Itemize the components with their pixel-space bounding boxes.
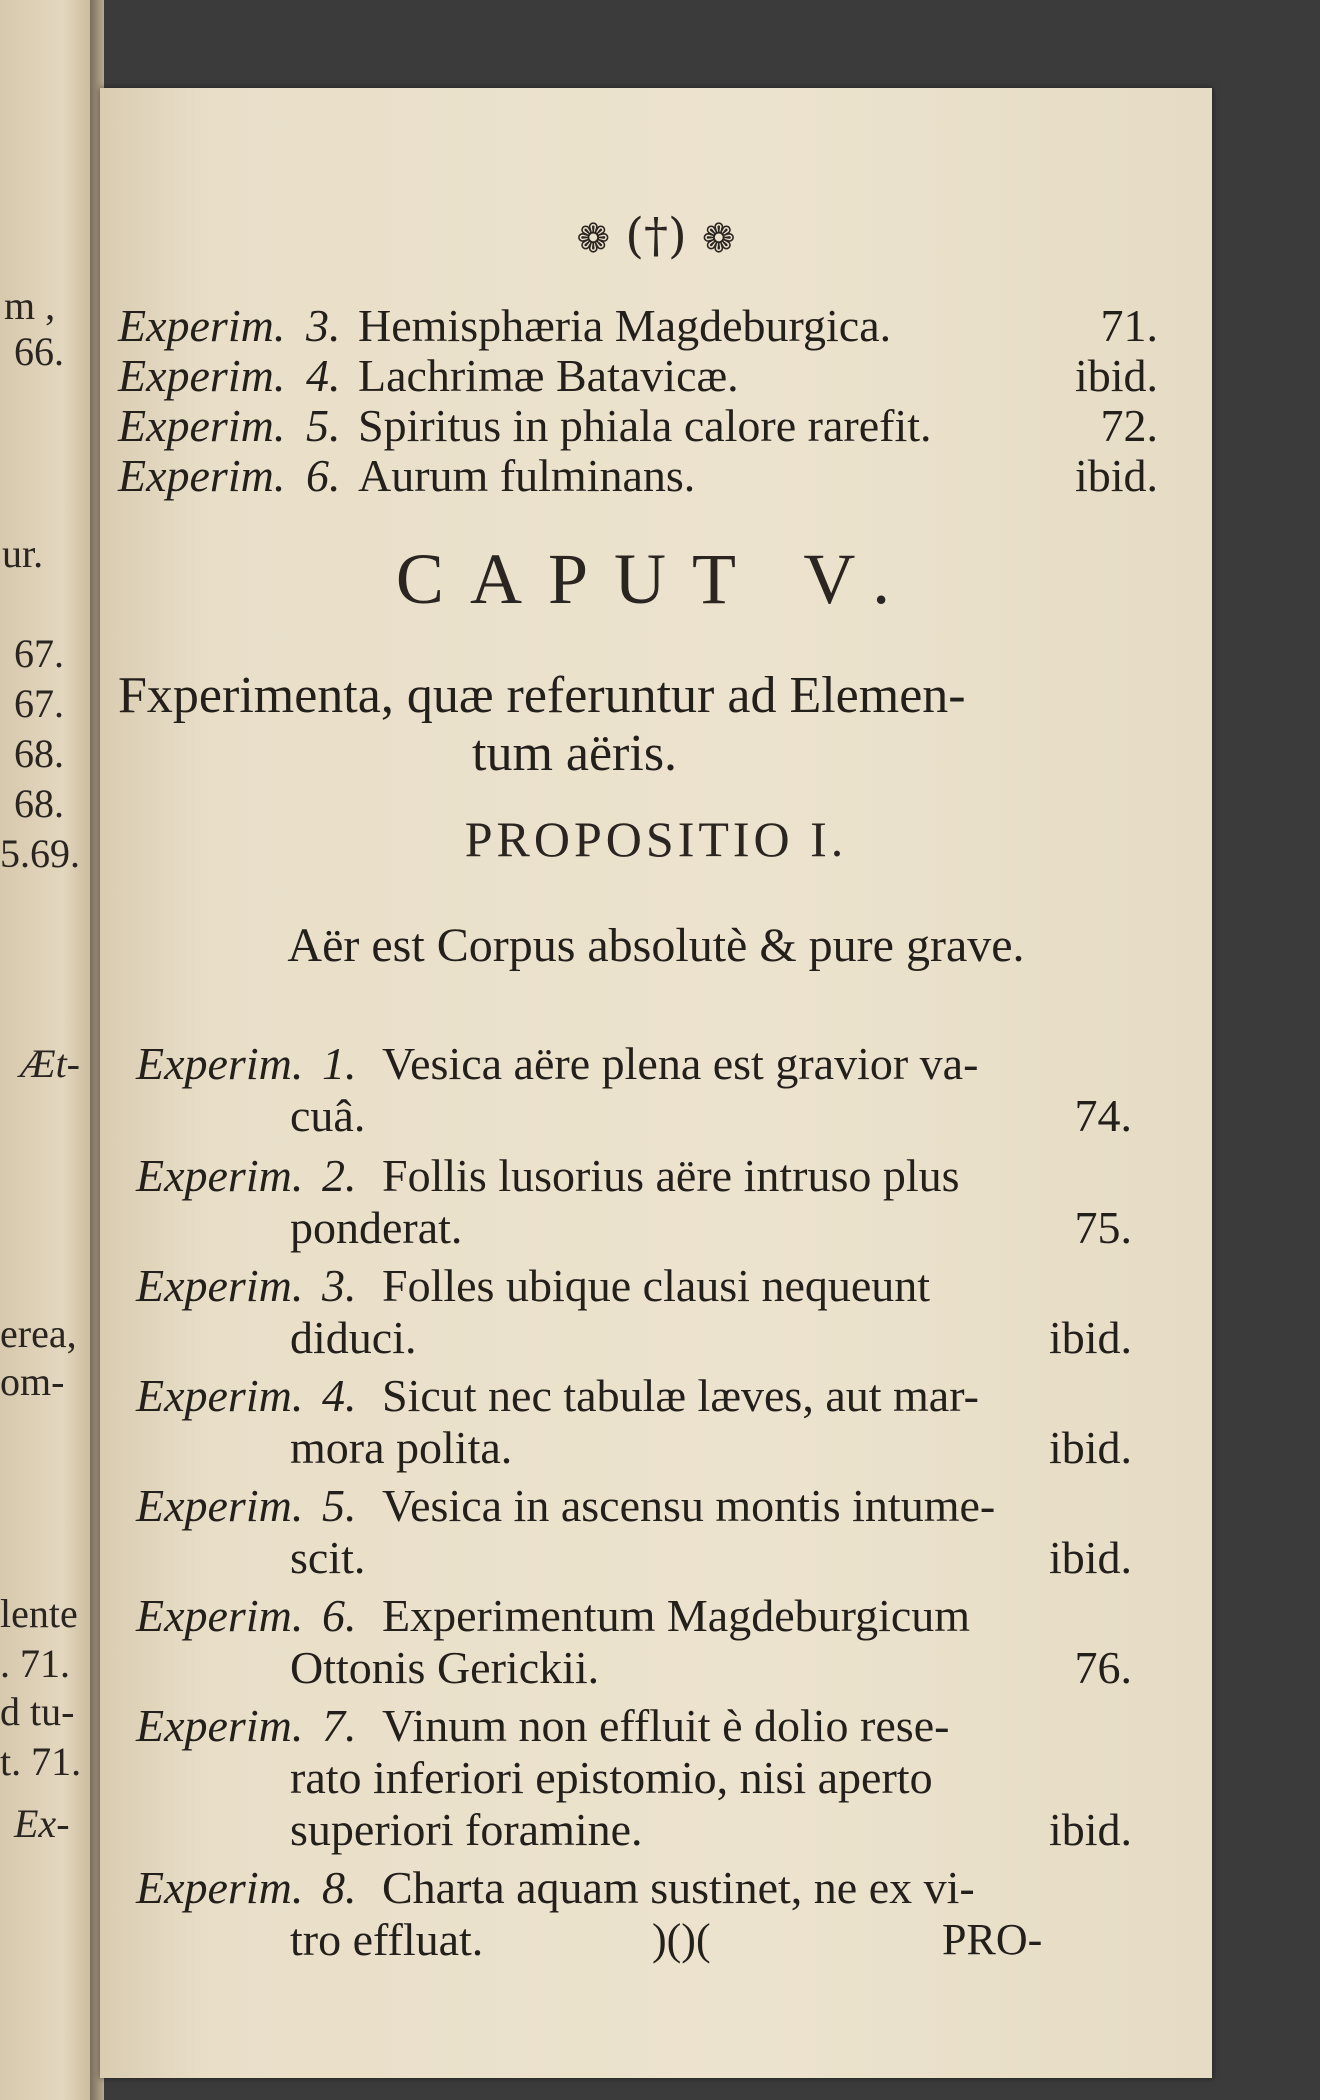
signature-mark: )()( [652,1915,711,1964]
experiment-text: Hemisphæria Magdeburgica. [358,300,892,351]
book-page [100,88,1212,2078]
experiment-label: Experim. [136,1862,304,1913]
left-fragment: 5.69. [0,831,80,876]
proposition-heading: PROPOSITIO I. [464,811,848,867]
experiment-label: Experim. [118,450,286,501]
experiment-label: Experim. [118,300,286,351]
left-fragment: 68. [14,781,64,826]
experiment-text: rato inferiori epistomio, nisi aperto [290,1752,933,1803]
experiment-label: Experim. [118,400,286,451]
experiment-number: 5. [306,400,341,451]
left-fragment: d tu- [0,1689,75,1734]
page-reference: ibid. [1048,1312,1132,1363]
previous-page-edge [0,0,90,2100]
experiment-text: Follis lusorius aëre intruso plus [382,1150,960,1201]
page-reference: 74. [1074,1090,1132,1141]
header-mark: (†) [625,208,687,264]
experiment-text: superiori foramine. [290,1804,643,1855]
left-fragment: om- [0,1359,65,1404]
page-reference: ibid. [1048,1532,1132,1583]
experiment-number: 7. [322,1700,357,1751]
experiment-text: Vesica in ascensu montis intume- [382,1480,996,1531]
experiment-text: Aurum fulminans. [358,450,696,501]
experiment-number: 3. [306,300,341,351]
experiment-label: Experim. [136,1700,304,1751]
experiment-text: scit. [290,1532,366,1583]
experiment-text: Sicut nec tabulæ læves, aut mar- [382,1370,979,1421]
experiment-label: Experim. [136,1590,304,1641]
left-fragment: 66. [14,329,64,374]
left-fragment: Ex- [14,1801,70,1846]
left-fragment: m , [4,283,56,328]
experiment-number: 2. [322,1150,357,1201]
experiment-number: 6. [306,450,341,501]
experiment-label: Experim. [136,1370,304,1421]
experiment-text: diduci. [290,1312,417,1363]
experiment-label: Experim. [136,1150,304,1201]
experiment-label: Experim. [136,1038,304,1089]
left-fragment: 67. [14,681,64,726]
page-reference: ibid. [1048,1804,1132,1855]
experiment-text: mora polita. [290,1422,513,1473]
experiment-number: 4. [306,350,341,401]
experiment-text: Experimentum Magdeburgicum [382,1590,971,1641]
page-reference: 75. [1074,1202,1132,1253]
page-reference: 72. [1100,400,1158,451]
left-fragment: lente [0,1591,78,1636]
chapter-title: CAPUT V. [395,539,917,619]
flower-ornament-icon: ❁ [576,216,610,262]
page-reference: 76. [1074,1642,1132,1693]
page-reference: ibid. [1074,350,1158,401]
experiment-label: Experim. [118,350,286,401]
experiment-number: 8. [322,1862,357,1913]
experiment-text: tro effluat. [290,1914,484,1965]
catchword: PRO- [942,1915,1043,1964]
left-fragment: 68. [14,731,64,776]
flower-ornament-icon: ❁ [701,216,736,262]
experiment-text: Ottonis Gerickii. [290,1642,600,1693]
left-fragment: t. 71. [0,1739,82,1784]
left-fragment: 67. [14,631,64,676]
experiment-text: Vesica aëre plena est gravior va- [382,1038,979,1089]
experiment-number: 3. [322,1260,357,1311]
experiment-number: 5. [322,1480,357,1531]
page-reference: ibid. [1048,1422,1132,1473]
experiment-text: Folles ubique clausi nequeunt [382,1260,931,1311]
page-reference: ibid. [1074,450,1158,501]
experiment-text: Vinum non effluit è dolio rese- [382,1700,950,1751]
experiment-number: 4. [322,1370,357,1421]
left-fragment: ur. [2,531,44,576]
experiment-text: Charta aquam sustinet, ne ex vi- [382,1862,975,1913]
left-fragment: Æt- [20,1041,80,1086]
page-header [100,208,1212,264]
experiment-text: Spiritus in phiala calore rarefit. [358,400,932,451]
chapter-subtitle-line: tum aëris. [472,725,678,782]
page-reference: 71. [1100,300,1158,351]
left-fragment: erea, [0,1311,77,1356]
experiment-text: Lachrimæ Batavicæ. [358,350,739,401]
proposition-thesis: Aër est Corpus absolutè & pure grave. [287,919,1025,972]
experiment-text: cuâ. [290,1090,366,1141]
experiment-text: ponderat. [290,1202,463,1253]
experiment-label: Experim. [136,1480,304,1531]
chapter-subtitle-line: Fxperimenta, quæ referuntur ad Elemen- [118,667,966,724]
experiment-number: 6. [322,1590,357,1641]
experiment-number: 1. [322,1038,357,1089]
left-fragment: . 71. [0,1641,70,1686]
experiment-label: Experim. [136,1260,304,1311]
